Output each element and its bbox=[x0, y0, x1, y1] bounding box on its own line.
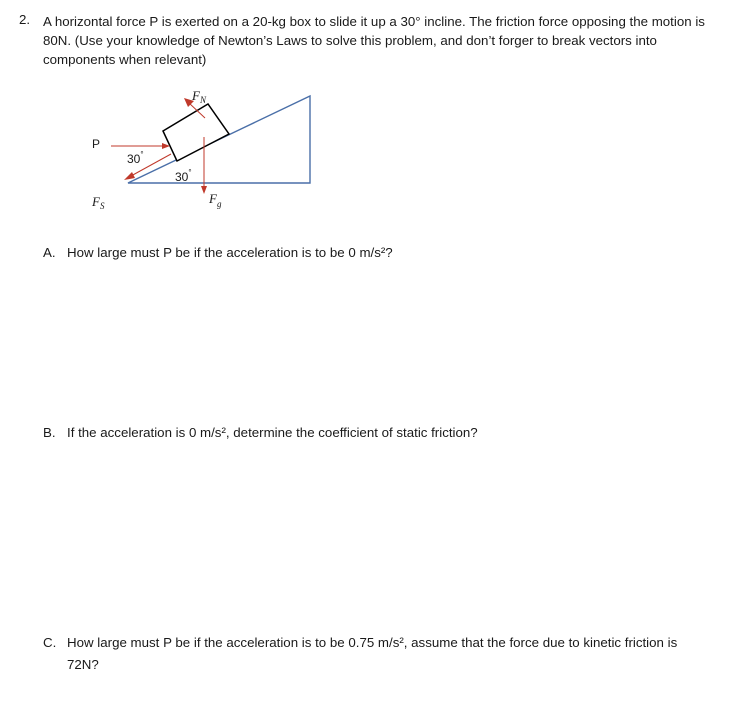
label-fs: $F_S$ bbox=[92, 194, 105, 211]
angle-label-fg: 30° bbox=[175, 168, 192, 184]
label-fn: $F_N$ bbox=[192, 88, 206, 105]
part-c bbox=[43, 632, 703, 676]
part-c-letter: C. bbox=[43, 635, 57, 650]
angle-label-p: 30° bbox=[127, 150, 144, 166]
question-number: 2. bbox=[19, 12, 31, 27]
part-a-letter: A. bbox=[43, 245, 56, 260]
label-fg: $F_g$ bbox=[209, 191, 222, 209]
gravity-arrowhead bbox=[201, 186, 207, 194]
friction-arrowhead bbox=[124, 172, 135, 180]
part-b bbox=[43, 422, 478, 444]
incline-diagram bbox=[0, 0, 747, 230]
label-p: P bbox=[92, 137, 101, 151]
part-c-text: How large must P be if the acceleration is to be 0.75 m/s², assume that the force due to kinetic friction is bbox=[67, 635, 678, 650]
part-a bbox=[43, 242, 393, 264]
part-b-letter: B. bbox=[43, 425, 56, 440]
part-c-text-cont: 72N? bbox=[67, 657, 99, 672]
part-a-text: How large must P be if the acceleration is to be 0 m/s²? bbox=[67, 245, 393, 260]
part-b-text: If the acceleration is 0 m/s², determine the coefficient of static friction? bbox=[67, 425, 478, 440]
question-text: A horizontal force P is exerted on a 20-kg box to slide it up a 30° incline. The friction force opposing the motion is 80N. (Use your knowledge of Newton’s Laws to solve this problem, and don’t forger to break vectors into components when relevant) bbox=[43, 14, 705, 68]
box bbox=[163, 104, 229, 161]
